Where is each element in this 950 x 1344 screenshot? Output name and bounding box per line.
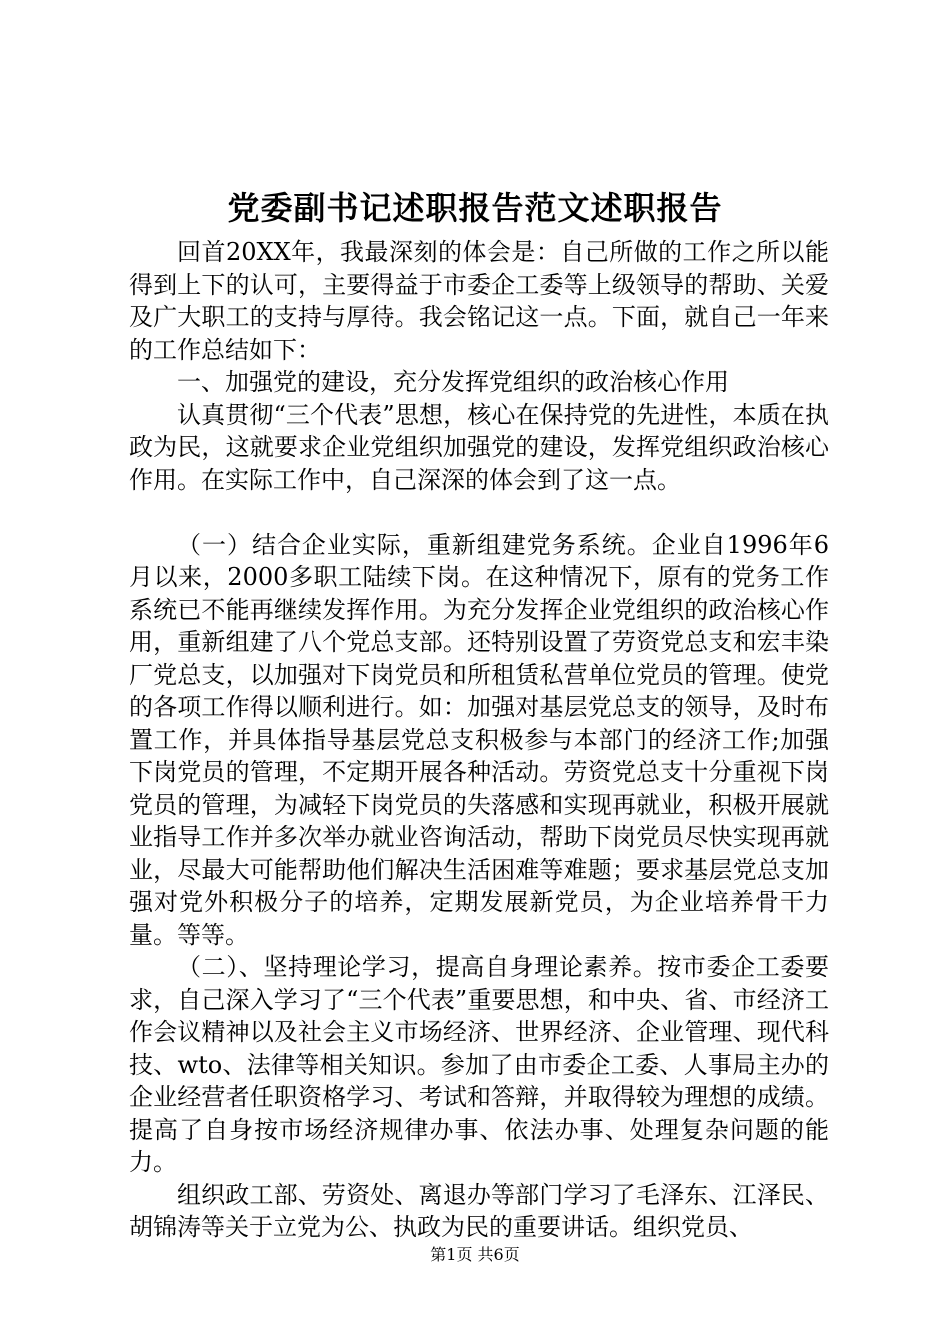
paragraph-three-represents: 认真贯彻“三个代表”思想，核心在保持党的先进性，本质在执政为民，这就要求企业党组织加强党的建设，发挥党组织政治核心作用。在实际工作中，自己深深的体会到了这一点。 (129, 400, 829, 494)
paragraph-subsection-1: （一）结合企业实际，重新组建党务系统。企业自1996年6月以来，2000多职工陆续下岗。在这种情况下，原有的党务工作系统已不能再继续发挥作用。为充分发挥企业党组织的政治核心作用，重新组建了八个党总支部。还特别设置了劳资党总支和宏丰染厂党总支，以加强对下岗党员和所租赁私营单位党员的管理。使党的各项工作得以顺利进行。如：加强对基层党总支的领导，及时布置工作，并具体指导基层党总支积极参与本部门的经济工作;加强下岗党员的管理，不定期开展各种活动。劳资党总支十分重视下岗党员的管理，为减轻下岗党员的失落感和实现再就业，积极开展就业指导工作并多次举办就业咨询活动，帮助下岗党员尽快实现再就业，尽最大可能帮助他们解决生活困难等难题；要求基层党总支加强对党外积极分子的培养，定期发展新党员，为企业培养骨干力量。等等。 (129, 530, 829, 949)
page-footer: 第1页 共6页 (430, 1245, 520, 1264)
paragraph-intro: 回首20XX年，我最深刻的体会是：自己所做的工作之所以能得到上下的认可，主要得益于市委企工委等上级领导的帮助、关爱及广大职工的支持与厚待。我会铭记这一点。下面，就自己一年来的工作总结如下： (129, 238, 829, 364)
paragraph-subsection-2: （二）、坚持理论学习，提高自身理论素养。按市委企工委要求，自己深入学习了“三个代表”重要思想，和中央、省、市经济工作会议精神以及社会主义市场经济、世界经济、企业管理、现代科技、wto、法律等相关知识。参加了由市委企工委、人事局主办的企业经营者任职资格学习、考试和答辩，并取得较为理想的成绩。提高了自身按市场经济规律办事、依法办事、处理复杂问题的能力。 (129, 953, 829, 1176)
paragraph-spacer (129, 496, 829, 529)
document-body (129, 236, 829, 1244)
section-heading-1: 一、加强党的建设，充分发挥党组织的政治核心作用 (177, 368, 729, 396)
paragraph-study-organization: 组织政工部、劳资处、离退办等部门学习了毛泽东、江泽民、胡锦涛等关于立党为公、执政为民的重要讲话。组织党员、 (129, 1180, 829, 1241)
document-title: 党委副书记述职报告范文述职报告 (227, 189, 723, 227)
